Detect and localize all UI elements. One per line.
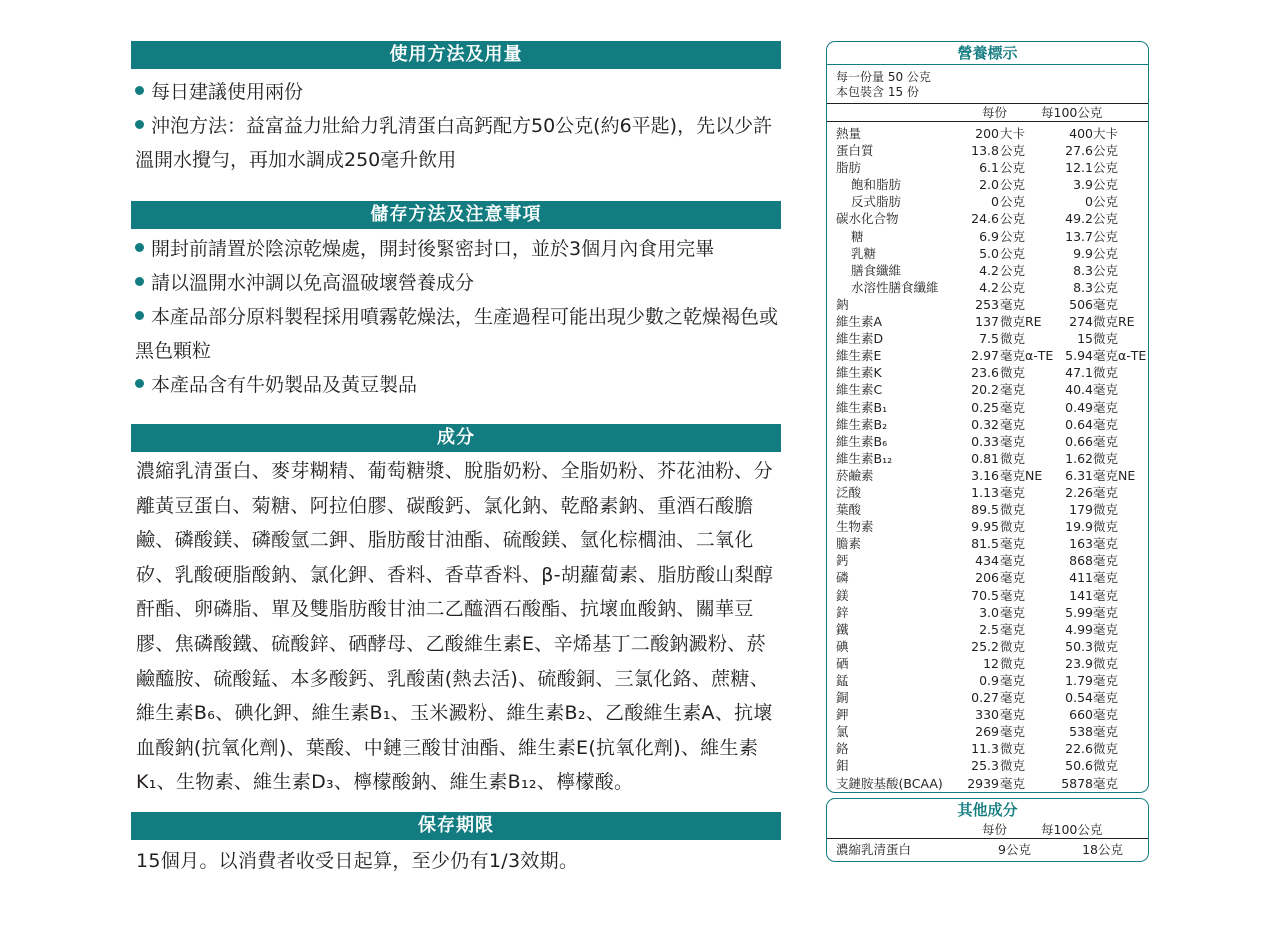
nutrient-row bbox=[827, 518, 1148, 535]
nutrient-name: 維生素E bbox=[836, 348, 882, 364]
nutrient-row bbox=[827, 330, 1148, 347]
nutrient-row bbox=[827, 296, 1148, 313]
per-serving-unit: 微克 bbox=[1000, 331, 1026, 347]
per-100g-unit: 毫克 bbox=[1093, 570, 1119, 586]
per-100g-value: 163 bbox=[1069, 536, 1093, 552]
per-100g-value: 411 bbox=[1069, 570, 1093, 586]
other-col-per-serving: 每份 bbox=[982, 821, 1008, 837]
per-100g-value: 0.54 bbox=[1065, 690, 1093, 706]
per-100g-unit: 微克 bbox=[1093, 502, 1119, 518]
per-100g-unit: 公克 bbox=[1093, 177, 1119, 193]
per-serving-unit: 毫克 bbox=[1000, 707, 1026, 723]
per-100g-unit: 微克 bbox=[1093, 450, 1119, 466]
bullet-icon bbox=[135, 243, 144, 252]
per-100g-value: 40.4 bbox=[1065, 382, 1093, 398]
per-100g-unit: 毫克 bbox=[1093, 553, 1119, 569]
right-column bbox=[826, 41, 1149, 862]
per-serving-value: 9.95 bbox=[971, 519, 999, 535]
nutrient-row bbox=[827, 159, 1148, 176]
per-serving-unit: 毫克 bbox=[1000, 382, 1026, 398]
bullet-icon bbox=[135, 311, 144, 320]
per-100g-unit: 毫克 bbox=[1093, 604, 1119, 620]
nutrient-row bbox=[827, 313, 1148, 330]
nutrient-name: 碘 bbox=[836, 638, 849, 654]
nutrient-name: 膽素 bbox=[836, 536, 862, 552]
per-serving-unit: 毫克α-TE bbox=[1000, 348, 1054, 364]
per-serving-value: 6.9 bbox=[979, 228, 999, 244]
nutrient-row bbox=[827, 381, 1148, 398]
other-col-per-100g: 每100公克 bbox=[1041, 821, 1103, 837]
other-title: 其他成分 bbox=[957, 800, 1018, 819]
per-100g-unit: 微克 bbox=[1093, 741, 1119, 757]
per-100g-value: 9.9 bbox=[1073, 245, 1093, 261]
per-100g-value: 4.99 bbox=[1065, 621, 1093, 637]
per-serving-unit: 微克 bbox=[1000, 519, 1026, 535]
nutrient-row bbox=[827, 228, 1148, 245]
per-100g-unit: 公克 bbox=[1093, 279, 1119, 295]
per-100g-value: 13.7 bbox=[1065, 228, 1093, 244]
ingredients-section-title: 成分 bbox=[131, 424, 781, 452]
per-serving-value: 12 bbox=[983, 655, 999, 671]
per-100g-value: 660 bbox=[1069, 707, 1093, 723]
nutrient-name: 鈣 bbox=[836, 553, 849, 569]
per-100g-unit: 毫克 bbox=[1093, 621, 1119, 637]
nutrient-row bbox=[827, 433, 1148, 450]
per-serving-unit: 微克RE bbox=[1000, 314, 1042, 330]
nutrient-row bbox=[827, 364, 1148, 381]
per-100g-unit: 微克 bbox=[1093, 365, 1119, 381]
other-ingredient-name: 濃縮乳清蛋白 bbox=[836, 841, 912, 857]
nutrient-row bbox=[827, 587, 1148, 604]
nutrient-name: 脂肪 bbox=[836, 160, 862, 176]
nutrient-row bbox=[827, 604, 1148, 621]
nutrient-name: 生物素 bbox=[836, 519, 874, 535]
nutrient-row bbox=[827, 757, 1148, 774]
per-serving-value: 4.2 bbox=[979, 262, 999, 278]
nutrient-name: 維生素K bbox=[836, 365, 882, 381]
per-serving-unit: 毫克NE bbox=[1000, 467, 1043, 483]
per-100g-unit: 毫克 bbox=[1093, 775, 1119, 791]
per-100g-value: 15 bbox=[1077, 331, 1093, 347]
per-100g-value: 50.6 bbox=[1065, 758, 1093, 774]
per-serving-value: 2.0 bbox=[979, 177, 999, 193]
per-100g-value: 274 bbox=[1069, 314, 1093, 330]
per-100g-unit: 毫克α-TE bbox=[1093, 348, 1147, 364]
left-column bbox=[131, 41, 781, 879]
col-per-serving: 每份 bbox=[982, 105, 1008, 120]
nutrient-name: 維生素B₁₂ bbox=[836, 450, 893, 466]
nutrient-row bbox=[827, 399, 1148, 416]
per-serving-unit: 毫克 bbox=[1000, 673, 1026, 688]
per-100g-unit: 毫克 bbox=[1093, 433, 1119, 449]
per-100g-unit: 公克 bbox=[1093, 143, 1119, 159]
per-100g-unit: 毫克NE bbox=[1093, 467, 1136, 483]
per-100g-value: 506 bbox=[1069, 296, 1093, 312]
nutrient-name: 支鏈胺基酸(BCAA) bbox=[836, 775, 943, 791]
shelf-life-text: 15個月。以消費者收受日起算，至少仍有1/3效期。 bbox=[136, 849, 579, 872]
bullet-icon bbox=[135, 86, 144, 95]
nutrient-name: 銅 bbox=[836, 690, 849, 706]
per-serving-unit: 微克 bbox=[1000, 450, 1026, 466]
per-100g-unit: 微克 bbox=[1093, 758, 1119, 774]
nutrient-name: 膳食纖維 bbox=[851, 262, 902, 278]
per-serving-unit: 微克 bbox=[1000, 741, 1026, 757]
nutrition-title: 營養標示 bbox=[827, 42, 1148, 65]
per-100g-unit: 公克 bbox=[1093, 211, 1119, 227]
nutrient-row bbox=[827, 501, 1148, 518]
nutrient-name: 水溶性膳食纖維 bbox=[851, 279, 939, 295]
nutrient-row bbox=[827, 125, 1148, 142]
per-100g-value: 19.9 bbox=[1065, 519, 1093, 535]
per-100g-unit: 毫克 bbox=[1093, 416, 1119, 432]
per-serving-unit: 毫克 bbox=[1000, 621, 1026, 637]
per-serving-value: 24.6 bbox=[971, 211, 999, 227]
per-serving-unit: 毫克 bbox=[1000, 416, 1026, 432]
serving-info bbox=[827, 65, 1148, 100]
nutrient-name: 維生素B₂ bbox=[836, 416, 888, 432]
per-100g-unit: 毫克 bbox=[1093, 296, 1119, 312]
per-serving-value: 5.0 bbox=[979, 245, 999, 261]
per-serving-unit: 毫克 bbox=[1000, 536, 1026, 552]
per-100g-value: 141 bbox=[1069, 587, 1093, 603]
list-item: 開封前請置於陰涼乾燥處，開封後緊密封口，並於3個月內食用完畢 bbox=[131, 232, 781, 266]
per-100g-value: 0 bbox=[1085, 194, 1093, 210]
nutrient-row bbox=[827, 262, 1148, 279]
nutrient-row bbox=[827, 638, 1148, 655]
nutrient-name: 鉬 bbox=[836, 758, 849, 774]
per-100g-value: 179 bbox=[1069, 502, 1093, 518]
per-serving-unit: 微克 bbox=[1000, 502, 1026, 518]
per-serving-unit: 毫克 bbox=[1000, 570, 1026, 586]
per-serving-unit: 毫克 bbox=[1000, 553, 1026, 569]
per-serving-unit: 毫克 bbox=[1000, 433, 1026, 449]
nutrient-row bbox=[827, 467, 1148, 484]
per-serving-unit: 公克 bbox=[1000, 143, 1026, 159]
per-serving-unit: 公克 bbox=[1000, 262, 1026, 278]
nutrient-row bbox=[827, 689, 1148, 706]
per-100g-value: 8.3 bbox=[1073, 279, 1093, 295]
nutrient-row bbox=[827, 569, 1148, 586]
nutrient-name: 鉻 bbox=[836, 741, 849, 757]
per-serving-value: 269 bbox=[975, 724, 999, 740]
per-serving-value: 137 bbox=[975, 314, 999, 330]
nutrient-name: 鉀 bbox=[836, 707, 849, 723]
usage-list bbox=[131, 75, 781, 177]
other-rows bbox=[827, 838, 1148, 861]
per-serving-value: 200 bbox=[975, 126, 999, 141]
per-100g-unit: 毫克 bbox=[1093, 673, 1119, 688]
nutrient-name: 維生素B₁ bbox=[836, 399, 888, 415]
usage-section-title: 使用方法及用量 bbox=[131, 41, 781, 69]
per-serving-value: 0.27 bbox=[971, 690, 999, 706]
nutrient-row bbox=[827, 621, 1148, 638]
nutrient-name: 氯 bbox=[836, 724, 849, 740]
per-serving-value: 0.32 bbox=[971, 416, 999, 432]
per-serving-unit: 公克 bbox=[1000, 211, 1026, 227]
per-100g-unit: 微克 bbox=[1093, 638, 1119, 654]
per-serving-unit: 毫克 bbox=[1000, 604, 1026, 620]
nutrient-row bbox=[827, 142, 1148, 159]
per-100g-value: 3.9 bbox=[1073, 177, 1093, 193]
nutrient-row bbox=[827, 484, 1148, 501]
per-100g-value: 5.94 bbox=[1065, 348, 1093, 364]
list-item: 沖泡方法：益富益力壯給力乳清蛋白高鈣配方50公克(約6平匙)，先以少許溫開水攪勻，再加水調成250毫升飲用 bbox=[135, 115, 773, 171]
nutrient-name: 碳水化合物 bbox=[836, 211, 899, 227]
nutrition-facts-panel bbox=[826, 41, 1149, 793]
per-100g-unit: 公克 bbox=[1093, 228, 1119, 244]
per-100g-value: 50.3 bbox=[1065, 638, 1093, 654]
nutrition-column-header bbox=[827, 103, 1148, 121]
per-100g-value: 400 bbox=[1069, 126, 1093, 141]
bullet-icon bbox=[135, 120, 144, 129]
nutrient-row bbox=[827, 416, 1148, 433]
other-per-serving-value: 9公克 bbox=[998, 841, 1031, 857]
per-serving-value: 0.33 bbox=[971, 433, 999, 449]
per-serving-value: 20.2 bbox=[971, 382, 999, 398]
per-serving-unit: 毫克 bbox=[1000, 399, 1026, 415]
per-serving-value: 70.5 bbox=[971, 587, 999, 603]
nutrient-name: 維生素D bbox=[836, 331, 884, 347]
per-100g-value: 47.1 bbox=[1065, 365, 1093, 381]
bullet-icon bbox=[135, 277, 144, 286]
per-100g-unit: 公克 bbox=[1093, 262, 1119, 278]
per-100g-unit: 微克 bbox=[1093, 655, 1119, 671]
other-per-100g-value: 18公克 bbox=[1082, 841, 1123, 857]
per-100g-value: 23.9 bbox=[1065, 655, 1093, 671]
per-serving-value: 0.9 bbox=[979, 673, 999, 688]
nutrient-row bbox=[827, 347, 1148, 364]
nutrient-row bbox=[827, 279, 1148, 296]
nutrient-row bbox=[827, 193, 1148, 210]
per-serving-value: 253 bbox=[975, 296, 999, 312]
per-serving-unit: 微克 bbox=[1000, 365, 1026, 381]
per-serving-value: 3.16 bbox=[971, 467, 999, 483]
per-100g-unit: 公克 bbox=[1093, 194, 1119, 210]
per-serving-value: 4.2 bbox=[979, 279, 999, 295]
per-100g-value: 0.66 bbox=[1065, 433, 1093, 449]
per-serving-value: 0 bbox=[991, 194, 999, 210]
per-serving-value: 2939 bbox=[967, 775, 999, 791]
nutrient-name: 錳 bbox=[836, 673, 849, 688]
other-ingredients-panel bbox=[826, 798, 1149, 862]
per-serving-value: 6.1 bbox=[979, 160, 999, 176]
nutrient-name: 反式脂肪 bbox=[851, 194, 902, 210]
per-100g-value: 27.6 bbox=[1065, 143, 1093, 159]
per-serving-value: 206 bbox=[975, 570, 999, 586]
per-100g-unit: 毫克 bbox=[1093, 707, 1119, 723]
per-100g-value: 2.26 bbox=[1065, 484, 1093, 500]
per-serving-value: 2.5 bbox=[979, 621, 999, 637]
storage-list bbox=[131, 232, 781, 402]
per-serving-unit: 公克 bbox=[1000, 160, 1026, 176]
storage-section-title: 儲存方法及注意事項 bbox=[131, 201, 781, 229]
other-ingredient-row bbox=[827, 841, 1148, 858]
per-serving-value: 23.6 bbox=[971, 365, 999, 381]
per-serving-unit: 毫克 bbox=[1000, 724, 1026, 740]
per-serving-value: 25.3 bbox=[971, 758, 999, 774]
per-100g-unit: 公克 bbox=[1093, 160, 1119, 176]
nutrient-name: 鈉 bbox=[836, 296, 849, 312]
nutrient-name: 乳糖 bbox=[851, 245, 877, 261]
per-100g-value: 8.3 bbox=[1073, 262, 1093, 278]
per-100g-unit: 毫克 bbox=[1093, 484, 1119, 500]
per-serving-unit: 微克 bbox=[1000, 655, 1026, 671]
nutrient-name: 維生素A bbox=[836, 314, 883, 330]
list-item: 本產品含有牛奶製品及黃豆製品 bbox=[131, 368, 781, 402]
nutrient-name: 維生素B₆ bbox=[836, 433, 888, 449]
nutrient-row bbox=[827, 706, 1148, 723]
per-serving-value: 0.25 bbox=[971, 399, 999, 415]
nutrient-name: 熱量 bbox=[836, 126, 862, 141]
nutrient-name: 磷 bbox=[836, 570, 849, 586]
nutrient-row bbox=[827, 245, 1148, 262]
ingredients-text: 濃縮乳清蛋白、麥芽糊精、葡萄糖漿、脫脂奶粉、全脂奶粉、芥花油粉、分離黃豆蛋白、菊糖、阿拉伯膠、碳酸鈣、氯化鈉、乾酪素鈉、重酒石酸膽鹼、磷酸鎂、磷酸氫二鉀、脂肪酸甘油酯、硫酸鎂、氫化棕櫚油、二氧化矽、乳酸硬脂酸鈉、氯化鉀、香料、香草香料、β-胡蘿蔔素、脂肪酸山梨醇酐酯、卵磷脂、單及雙脂肪酸甘油二乙醯酒石酸酯、抗壞血酸鈉、關華豆膠、焦磷酸鐵、硫酸鋅、硒酵母、乙酸維生素E、辛烯基丁二酸鈉澱粉、菸鹼醯胺、硫酸錳、本多酸鈣、乳酸菌(熱去活)、硫酸銅、三氯化鉻、蔗糖、維生素B₆、碘化鉀、維生素B₁、玉米澱粉、維生素B₂、乙酸維生素A、抗壞血酸鈉(抗氧化劑)、葉酸、中鏈三酸甘油酯、維生素E(抗氧化劑)、維生素K₁、生物素、維生素D₃、檸檬酸鈉、維生素B₁₂、檸檬酸。 bbox=[136, 460, 774, 794]
per-100g-value: 1.62 bbox=[1065, 450, 1093, 466]
per-100g-unit: 毫克 bbox=[1093, 587, 1119, 603]
nutrient-name: 鐵 bbox=[836, 621, 849, 637]
nutrition-rows bbox=[827, 121, 1148, 792]
per-100g-unit: 毫克 bbox=[1093, 690, 1119, 706]
per-serving-unit: 毫克 bbox=[1000, 690, 1026, 706]
nutrient-name: 蛋白質 bbox=[836, 143, 874, 159]
per-serving-value: 330 bbox=[975, 707, 999, 723]
per-100g-unit: 毫克 bbox=[1093, 724, 1119, 740]
nutrient-name: 葉酸 bbox=[836, 502, 862, 518]
per-serving-unit: 微克 bbox=[1000, 758, 1026, 774]
nutrient-row bbox=[827, 672, 1148, 689]
nutrient-row bbox=[827, 723, 1148, 740]
per-serving-unit: 公克 bbox=[1000, 245, 1026, 261]
per-100g-unit: 毫克 bbox=[1093, 399, 1119, 415]
per-serving-unit: 毫克 bbox=[1000, 587, 1026, 603]
nutrient-row bbox=[827, 176, 1148, 193]
per-serving-unit: 毫克 bbox=[1000, 296, 1026, 312]
bullet-icon bbox=[135, 379, 144, 388]
per-100g-value: 5878 bbox=[1061, 775, 1093, 791]
nutrient-name: 飽和脂肪 bbox=[851, 177, 902, 193]
list-item: 本產品部分原料製程採用噴霧乾燥法，生產過程可能出現少數之乾燥褐色或黑色顆粒 bbox=[135, 306, 779, 362]
per-100g-value: 6.31 bbox=[1065, 467, 1093, 483]
per-serving-unit: 公克 bbox=[1000, 177, 1026, 193]
list-item: 請以溫開水沖調以免高溫破壞營養成分 bbox=[131, 266, 781, 300]
per-serving-value: 25.2 bbox=[971, 638, 999, 654]
per-serving-unit: 毫克 bbox=[1000, 775, 1026, 791]
per-100g-value: 22.6 bbox=[1065, 741, 1093, 757]
per-serving-value: 89.5 bbox=[971, 502, 999, 518]
per-serving-value: 13.8 bbox=[971, 143, 999, 159]
per-100g-value: 0.64 bbox=[1065, 416, 1093, 432]
nutrient-row bbox=[827, 450, 1148, 467]
nutrient-row bbox=[827, 210, 1148, 227]
nutrient-name: 鋅 bbox=[836, 604, 849, 620]
nutrient-row bbox=[827, 535, 1148, 552]
nutrient-row bbox=[827, 655, 1148, 672]
nutrient-name: 泛酸 bbox=[836, 484, 862, 500]
list-item: 每日建議使用兩份 bbox=[131, 75, 781, 109]
per-100g-unit: 微克RE bbox=[1093, 314, 1135, 330]
per-serving-value: 434 bbox=[975, 553, 999, 569]
per-100g-value: 538 bbox=[1069, 724, 1093, 740]
per-100g-value: 49.2 bbox=[1065, 211, 1093, 227]
per-100g-unit: 毫克 bbox=[1093, 382, 1119, 398]
per-serving-value: 3.0 bbox=[979, 604, 999, 620]
per-serving-unit: 大卡 bbox=[1000, 126, 1026, 141]
per-serving-value: 81.5 bbox=[971, 536, 999, 552]
col-per-100g: 每100公克 bbox=[1041, 105, 1103, 120]
per-100g-value: 12.1 bbox=[1065, 160, 1093, 176]
other-column-header bbox=[827, 821, 1148, 838]
per-serving-unit: 公克 bbox=[1000, 194, 1026, 210]
nutrient-name: 鎂 bbox=[836, 587, 849, 603]
per-100g-unit: 公克 bbox=[1093, 245, 1119, 261]
per-serving-unit: 微克 bbox=[1000, 638, 1026, 654]
per-100g-value: 5.99 bbox=[1065, 604, 1093, 620]
per-serving-value: 2.97 bbox=[971, 348, 999, 364]
nutrient-name: 維生素C bbox=[836, 382, 883, 398]
nutrient-row bbox=[827, 775, 1148, 792]
per-serving-unit: 公克 bbox=[1000, 228, 1026, 244]
nutrient-name: 硒 bbox=[836, 655, 849, 671]
per-serving-value: 1.13 bbox=[971, 484, 999, 500]
per-100g-unit: 大卡 bbox=[1093, 126, 1119, 141]
per-serving-unit: 毫克 bbox=[1000, 484, 1026, 500]
nutrient-row bbox=[827, 740, 1148, 757]
nutrient-row bbox=[827, 552, 1148, 569]
per-100g-unit: 毫克 bbox=[1093, 536, 1119, 552]
servings-per-package: 本包裝含 15 份 bbox=[836, 85, 919, 99]
per-100g-value: 868 bbox=[1069, 553, 1093, 569]
serving-size: 每一份量 50 公克 bbox=[836, 70, 931, 84]
nutrient-name: 菸鹼素 bbox=[836, 467, 874, 483]
per-serving-value: 0.81 bbox=[971, 450, 999, 466]
per-serving-value: 11.3 bbox=[971, 741, 999, 757]
shelf-life-section-title: 保存期限 bbox=[131, 812, 781, 840]
nutrient-name: 糖 bbox=[851, 228, 864, 244]
per-100g-value: 0.49 bbox=[1065, 399, 1093, 415]
per-100g-unit: 微克 bbox=[1093, 331, 1119, 347]
per-100g-value: 1.79 bbox=[1065, 673, 1093, 688]
per-serving-value: 7.5 bbox=[979, 331, 999, 347]
per-serving-unit: 公克 bbox=[1000, 279, 1026, 295]
per-100g-unit: 微克 bbox=[1093, 519, 1119, 535]
